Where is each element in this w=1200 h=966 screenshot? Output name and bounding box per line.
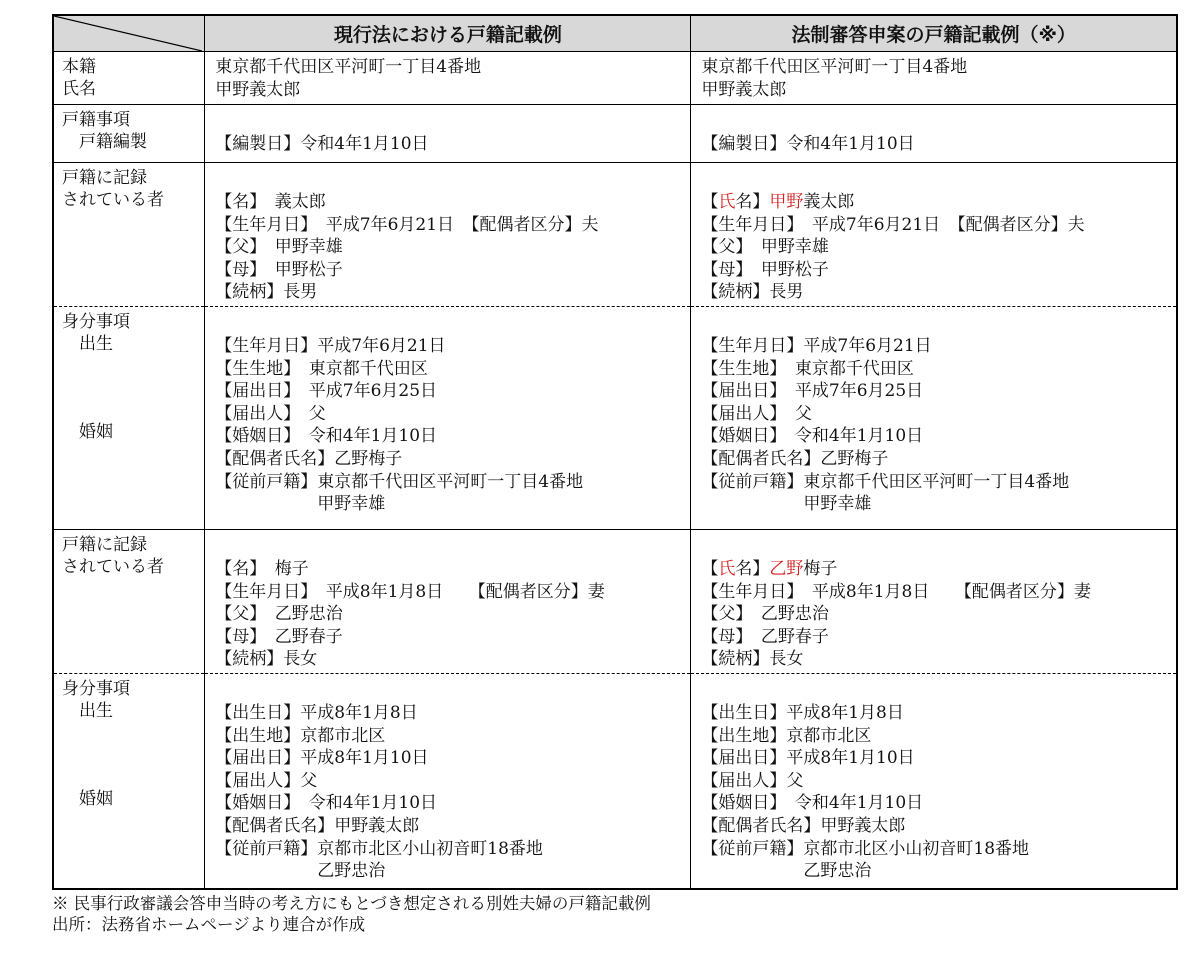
row-label-mibun-jiko bbox=[53, 674, 205, 890]
table-header-row bbox=[53, 15, 1177, 52]
cell-proposed bbox=[691, 674, 1177, 890]
label-line: 出生 bbox=[62, 701, 113, 721]
label-line: 氏名 bbox=[62, 79, 96, 99]
cell-line: 【届出日】平成8年1月10日 bbox=[701, 748, 915, 769]
header-current-law: 現行法における戸籍記載例 bbox=[205, 15, 691, 52]
surname-marker-red: 氏 bbox=[718, 192, 736, 212]
cell-line: 【従前戸籍】東京都千代田区平河町一丁目4番地 bbox=[215, 471, 584, 492]
footnote: ※ 民事行政審議会答申当時の考え方にもとづき想定される別姓夫婦の戸籍記載例 bbox=[52, 894, 651, 913]
table-row bbox=[53, 163, 1177, 307]
cell-line: 【届出日】 平成7年6月25日 bbox=[701, 381, 924, 402]
surname-marker-red: 氏 bbox=[718, 559, 736, 579]
cell-proposed bbox=[691, 52, 1177, 105]
cell-line: 【従前戸籍】京都市北区小山初音町18番地 bbox=[701, 838, 1030, 859]
cell-line: 【配偶者氏名】甲野義太郎 bbox=[701, 815, 906, 836]
cell-line: 【母】 乙野春子 bbox=[701, 626, 829, 647]
cell-proposed bbox=[691, 530, 1177, 674]
cell-line: 甲野幸雄 bbox=[701, 494, 872, 515]
cell-line: 東京都千代田区平河町一丁目4番地 bbox=[701, 57, 968, 77]
cell-line: 【母】 甲野松子 bbox=[215, 259, 343, 280]
source-note: 出所：法務省ホームページより連合が作成 bbox=[52, 915, 366, 934]
cell-line: 【配偶者氏名】乙野梅子 bbox=[215, 448, 403, 469]
label-line: 身分事項 bbox=[62, 312, 130, 332]
cell-line: 【名】 義太郎 bbox=[215, 192, 326, 212]
cell-line: 【続柄】長男 bbox=[215, 282, 318, 303]
row-label-person bbox=[53, 530, 205, 674]
surname-red: 甲野 bbox=[769, 192, 804, 212]
table-row bbox=[53, 674, 1177, 890]
cell-line: 【父】 甲野幸雄 bbox=[215, 237, 343, 258]
label-line: 婚姻 bbox=[62, 789, 113, 809]
name-key: 名】 bbox=[735, 559, 770, 579]
cell-line: 【婚姻日】 令和4年1月10日 bbox=[215, 793, 438, 814]
cell-line: 甲野義太郎 bbox=[701, 79, 787, 100]
cell-line: 【出生地】京都市北区 bbox=[215, 725, 386, 746]
cell-line: 【続柄】長男 bbox=[701, 282, 804, 303]
bracket-open: 【 bbox=[701, 559, 719, 579]
name-key: 名】 bbox=[735, 192, 770, 212]
cell-line: 【生年月日】 平成7年6月21日 【配偶者区分】夫 bbox=[701, 214, 1085, 235]
given-name: 義太郎 bbox=[803, 192, 855, 212]
cell-line: 【生年月日】 平成8年1月8日 【配偶者区分】妻 bbox=[215, 581, 605, 602]
cell-line: 【生生地】 東京都千代田区 bbox=[701, 358, 914, 379]
cell-line: 【名】 梅子 bbox=[215, 559, 309, 579]
cell-line: 【続柄】長女 bbox=[215, 649, 318, 670]
cell-line: 【生生地】 東京都千代田区 bbox=[215, 358, 428, 379]
cell-line: 乙野忠治 bbox=[701, 861, 872, 882]
cell-line: 【続柄】長女 bbox=[701, 649, 804, 670]
table-row bbox=[53, 52, 1177, 105]
cell-line: 【生年月日】平成7年6月21日 bbox=[215, 336, 446, 356]
cell-current bbox=[205, 163, 691, 307]
cell-line: 甲野義太郎 bbox=[215, 79, 301, 100]
cell-line: 【生年月日】平成7年6月21日 bbox=[701, 336, 932, 356]
cell-line: 【出生日】平成8年1月8日 bbox=[701, 703, 904, 723]
cell-proposed bbox=[691, 307, 1177, 530]
cell-current bbox=[205, 530, 691, 674]
koseki-comparison-table bbox=[52, 14, 1178, 890]
given-name: 梅子 bbox=[803, 559, 838, 579]
cell-current bbox=[205, 105, 691, 163]
label-line: 戸籍に記録 bbox=[62, 535, 147, 555]
row-label-mibun-jiko bbox=[53, 307, 205, 530]
label-spacer bbox=[62, 722, 204, 788]
table-row bbox=[53, 105, 1177, 163]
cell-current bbox=[205, 52, 691, 105]
label-line: 戸籍編製 bbox=[62, 132, 147, 152]
header-corner-diagonal bbox=[53, 15, 205, 52]
cell-line: 【届出日】平成8年1月10日 bbox=[215, 748, 429, 769]
cell-line: 【配偶者氏名】乙野梅子 bbox=[701, 448, 889, 469]
cell-line: 【編製日】令和4年1月10日 bbox=[701, 134, 915, 154]
row-label-person bbox=[53, 163, 205, 307]
cell-line: 【生年月日】 平成7年6月21日 【配偶者区分】夫 bbox=[215, 214, 599, 235]
cell-line: 【届出人】父 bbox=[701, 770, 804, 791]
cell-line: 【従前戸籍】東京都千代田区平河町一丁目4番地 bbox=[701, 471, 1070, 492]
cell-line: 【出生日】平成8年1月8日 bbox=[215, 703, 418, 723]
cell-line: 【婚姻日】 令和4年1月10日 bbox=[701, 426, 924, 447]
label-line: されている者 bbox=[62, 190, 164, 210]
label-line: 出生 bbox=[62, 334, 113, 354]
row-label-koseki-jiko bbox=[53, 105, 205, 163]
label-spacer bbox=[62, 355, 204, 421]
cell-line: 【出生地】京都市北区 bbox=[701, 725, 872, 746]
cell-line: 東京都千代田区平河町一丁目4番地 bbox=[215, 57, 482, 77]
name-line-with-surname bbox=[701, 558, 1176, 581]
cell-line: 【届出人】 父 bbox=[701, 403, 812, 424]
cell-line: 【従前戸籍】京都市北区小山初音町18番地 bbox=[215, 838, 543, 859]
label-line: 本籍 bbox=[62, 57, 96, 77]
table-row bbox=[53, 307, 1177, 530]
cell-line: 【届出人】父 bbox=[215, 770, 318, 791]
name-line-with-surname bbox=[701, 191, 1176, 214]
table-row bbox=[53, 530, 1177, 674]
notes bbox=[52, 893, 1178, 935]
cell-current bbox=[205, 307, 691, 530]
cell-current bbox=[205, 674, 691, 890]
cell-line: 【父】 乙野忠治 bbox=[701, 604, 829, 625]
label-line: 戸籍事項 bbox=[62, 110, 130, 130]
cell-line: 【父】 乙野忠治 bbox=[215, 604, 343, 625]
label-line: 婚姻 bbox=[62, 422, 113, 442]
cell-line: 【母】 乙野春子 bbox=[215, 626, 343, 647]
cell-line: 【編製日】令和4年1月10日 bbox=[215, 134, 429, 154]
cell-line: 【届出人】 父 bbox=[215, 403, 326, 424]
bracket-open: 【 bbox=[701, 192, 719, 212]
cell-line: 【婚姻日】 令和4年1月10日 bbox=[701, 793, 924, 814]
cell-line: 【生年月日】 平成8年1月8日 【配偶者区分】妻 bbox=[701, 581, 1091, 602]
diagonal-line-icon bbox=[54, 16, 202, 51]
cell-line: 【届出日】 平成7年6月25日 bbox=[215, 381, 438, 402]
cell-line: 【母】 甲野松子 bbox=[701, 259, 829, 280]
cell-line: 【父】 甲野幸雄 bbox=[701, 237, 829, 258]
cell-line: 乙野忠治 bbox=[215, 861, 386, 882]
cell-proposed bbox=[691, 163, 1177, 307]
surname-red: 乙野 bbox=[769, 559, 804, 579]
label-line: 戸籍に記録 bbox=[62, 168, 147, 188]
cell-line: 甲野幸雄 bbox=[215, 494, 386, 515]
header-proposed: 法制審答申案の戸籍記載例（※） bbox=[691, 15, 1177, 52]
label-line: されている者 bbox=[62, 557, 164, 577]
cell-proposed bbox=[691, 105, 1177, 163]
row-label-honseki bbox=[53, 52, 205, 105]
label-line: 身分事項 bbox=[62, 679, 130, 699]
cell-line: 【婚姻日】 令和4年1月10日 bbox=[215, 426, 438, 447]
cell-line: 【配偶者氏名】甲野義太郎 bbox=[215, 815, 420, 836]
koseki-comparison-document bbox=[52, 14, 1178, 935]
